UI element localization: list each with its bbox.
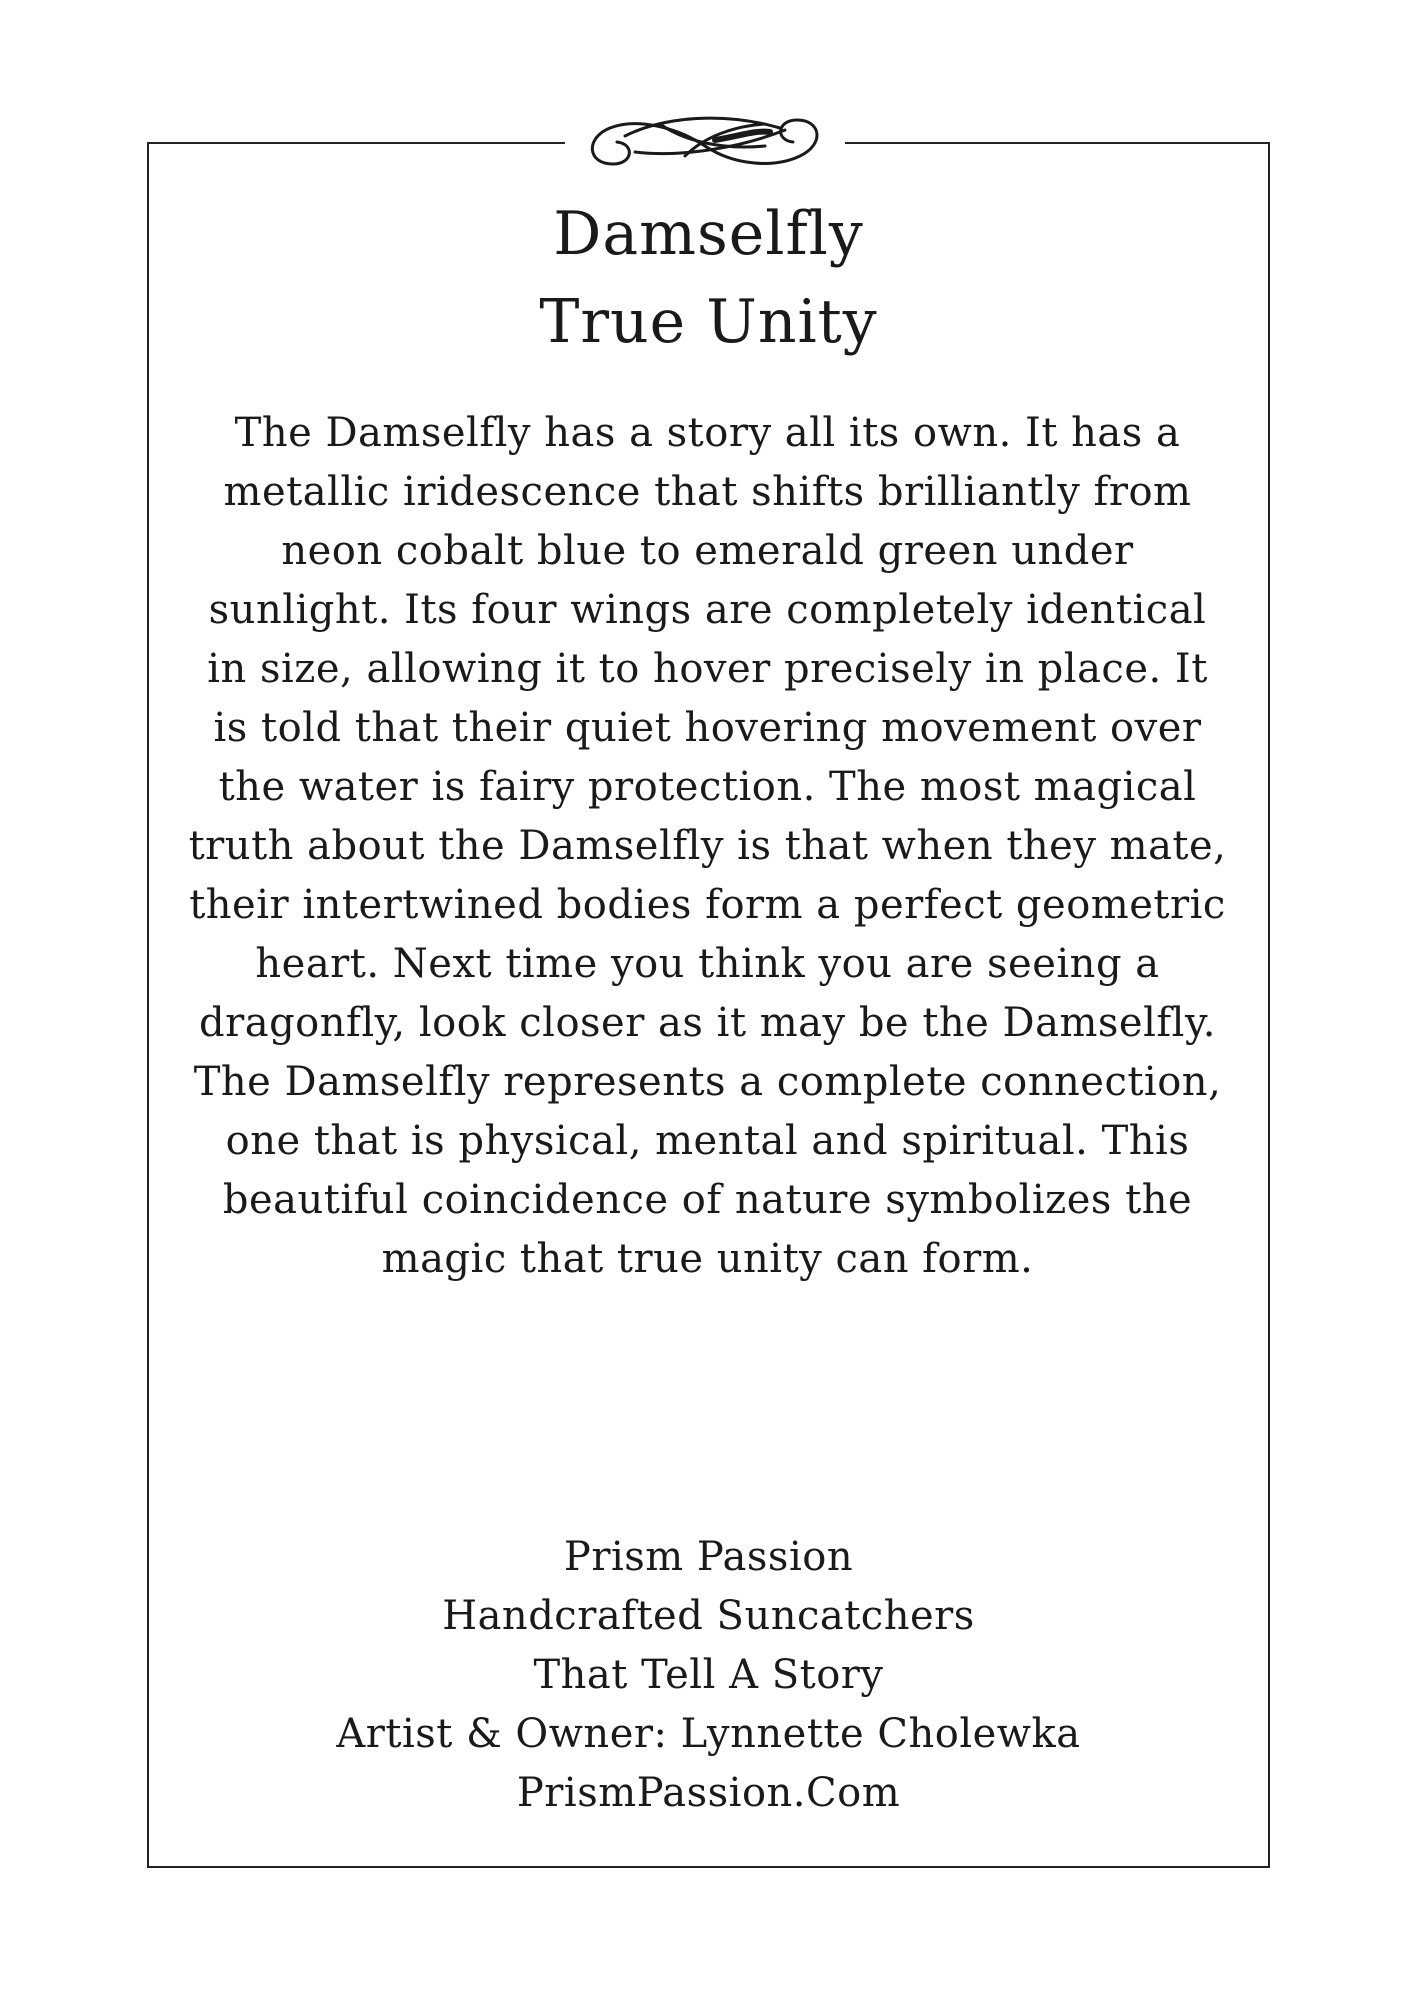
business-name: Prism Passion [563,1534,854,1580]
story-text [185,404,1230,1289]
card-title [147,190,1270,366]
tagline-line-2: That Tell A Story [533,1652,884,1698]
story-paragraph-2: The Damselfly represents a complete connection, one that is physical, mental and spiritual. This beautiful coincidence of nature symbolizes the magic that true unity can form. [193,1059,1222,1282]
tagline-line-1: Handcrafted Suncatchers [442,1593,975,1639]
story-paragraph-1: The Damselfly has a story all its own. It has a metallic iridescence that shifts brilliantly from neon cobalt blue to emerald green under sunlight. Its four wings are completely identical in size, allowing it to hover precisely in place. It is told that their quiet hovering movement over the water is fairy protection. The most magical truth about the Damselfly is that when they mate, their intertwined bodies form a perfect geometric heart. Next time you think you are seeing a dragonfly, look closer as it may be the Damselfly. [188,410,1227,1046]
title-line-1: Damselfly [553,199,864,269]
title-line-2: True Unity [539,287,878,357]
artist-credit: Artist & Owner: Lynnette Cholewka [336,1711,1081,1757]
flourish-ornament-icon [565,106,845,178]
website-text: PrismPassion.Com [516,1770,901,1816]
signature-block [147,1528,1270,1823]
